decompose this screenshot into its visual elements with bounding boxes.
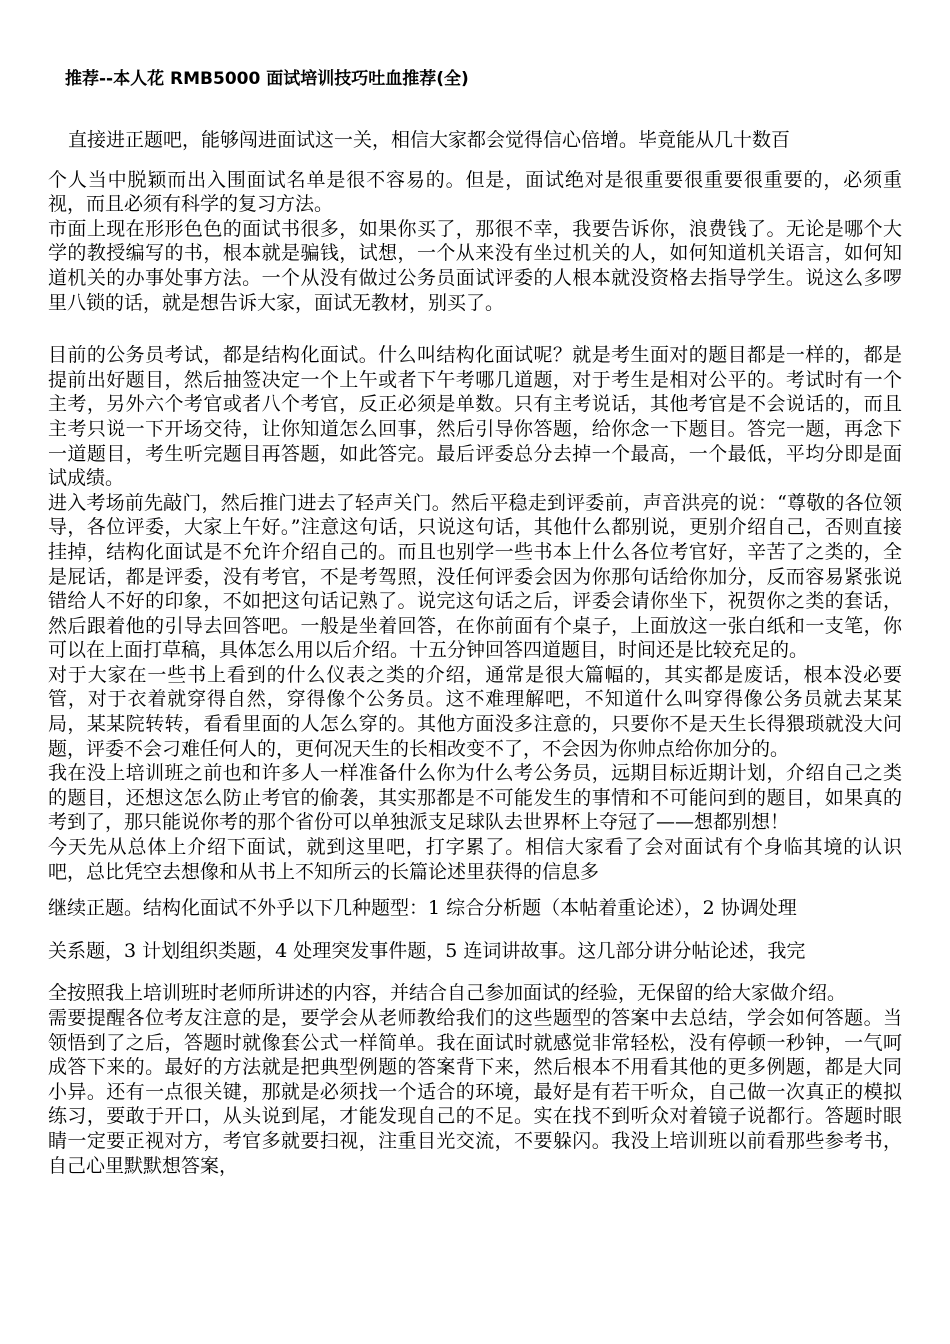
paragraph-9: 继续正题。结构化面试不外乎以下几种题型：1 综合分析题（本帖着重论述），2 协调处理 <box>48 897 797 920</box>
paragraph-1: 直接进正题吧，能够闯进面试这一关，相信大家都会觉得信心倍增。毕竟能从几十数百 <box>68 129 791 151</box>
paragraph-5: 进入考场前先敲门，然后推门进去了轻声关门。然后平稳走到评委前，声音洪亮的说：“尊敬的各位领导，各位评委，大家上午好。”注意这句话，只说这句话，其他什么都别说，更别介绍自己，否则直接挂掉，结构化面试是不允许介绍自己的。而且也别学一些书本上什么各位考官好，辛苦了之类的，全是屁话，都是评委，没有考官，不是考驾照，没任何评委会因为你那句话给你加分，反而容易紧张说错给人不好的印象，不如把这句话记熟了。说完这句话之后，评委会请你坐下，祝贺你之类的套话，然后跟着他的引导去回答吧。一般是坐着回答，在你前面有个桌子，上面放这一张白纸和一支笔，你可以在上面打草稿，具体怎么用以后介绍。十五分钟回答四道题目，时间还是比较充足的。 <box>48 491 902 662</box>
paragraph-8: 今天先从总体上介绍下面试，就到这里吧，打字累了。相信大家看了会对面试有个身临其境的认识吧，总比凭空去想像和从书上不知所云的长篇论述里获得的信息多 <box>48 836 902 883</box>
document-title: 推荐--本人花 RMB5000 面试培训技巧吐血推荐(全) <box>65 69 469 89</box>
paragraph-4: 目前的公务员考试，都是结构化面试。什么叫结构化面试呢？就是考生面对的题目都是一样的，都是提前出好题目，然后抽签决定一个上午或者下午考哪几道题，对于考生是相对公平的。考试时有一个主考，另外六个考官或者八个考官，反正必须是单数。只有主考说话，其他考官是不会说话的，而且主考只说一下开场交待，让你知道怎么回事，然后引导你答题，给你念一下题目。答完一题，再念下一道题目，考生听完题目再答题，如此答完。最后评委总分去掉一个最高，一个最低，平均分即是面试成绩。 <box>48 344 902 490</box>
paragraph-7: 我在没上培训班之前也和许多人一样准备什么你为什么考公务员，远期目标近期计划，介绍自己之类的题目，还想这怎么防止考官的偷袭，其实那都是不可能发生的事情和不可能问到的题目，如果真的考到了，那只能说你考的那个省份可以单独派支足球队去世界杯上夺冠了——想都别想！ <box>48 762 902 834</box>
paragraph-11: 全按照我上培训班时老师所讲述的内容，并结合自己参加面试的经验，无保留的给大家做介绍。 <box>48 982 847 1005</box>
paragraph-2: 个人当中脱颖而出入围面试名单是很不容易的。但是，面试绝对是很重要很重要很重要的，必须重视，而且必须有科学的复习方法。 <box>48 168 902 216</box>
paragraph-3: 市面上现在形形色色的面试书很多，如果你买了，那很不幸，我要告诉你，浪费钱了。无论是哪个大学的教授编写的书，根本就是骗钱，试想，一个从来没有坐过机关的人，如何知道机关语言，如何知道机关的办事处事方法。一个从没有做过公务员面试评委的人根本就没资格去指导学生。说这么多啰里八锁的话，就是想告诉大家，面试无教材，别买了。 <box>48 217 902 314</box>
paragraph-10: 关系题，3 计划组织类题，4 处理突发事件题，5 连词讲故事。这几部分讲分帖论述，我完 <box>48 939 806 962</box>
paragraph-6: 对于大家在一些书上看到的什么仪表之类的介绍，通常是很大篇幅的，其实都是废话，根本没必要管，对于衣着就穿得自然，穿得像个公务员。这不难理解吧，不知道什么叫穿得像公务员就去某某局，某某院转转，看看里面的人怎么穿的。其他方面没多注意的，只要你不是天生长得猥琐就没大问题，评委不会刁难任何人的，更何况天生的长相改变不了，不会因为你帅点给你加分的。 <box>48 663 902 760</box>
paragraph-12: 需要提醒各位考友注意的是，要学会从老师教给我们的这些题型的答案中去总结，学会如何答题。当领悟到了之后，答题时就像套公式一样简单。我在面试时就感觉非常轻松，没有停顿一秒钟，一气呵成答下来的。最好的方法就是把典型例题的答案背下来，然后根本不用看其他的更多例题，都是大同小异。还有一点很关键，那就是必须找一个适合的环境，最好是有若干听众，自己做一次真正的模拟练习，要敢于开口，从头说到尾，才能发现自己的不足。实在找不到听众对着镜子说都行。答题时眼睛一定要正视对方，考官多就要扫视，注重目光交流，不要躲闪。我没上培训班以前看那些参考书，自己心里默默想答案， <box>48 1007 902 1177</box>
